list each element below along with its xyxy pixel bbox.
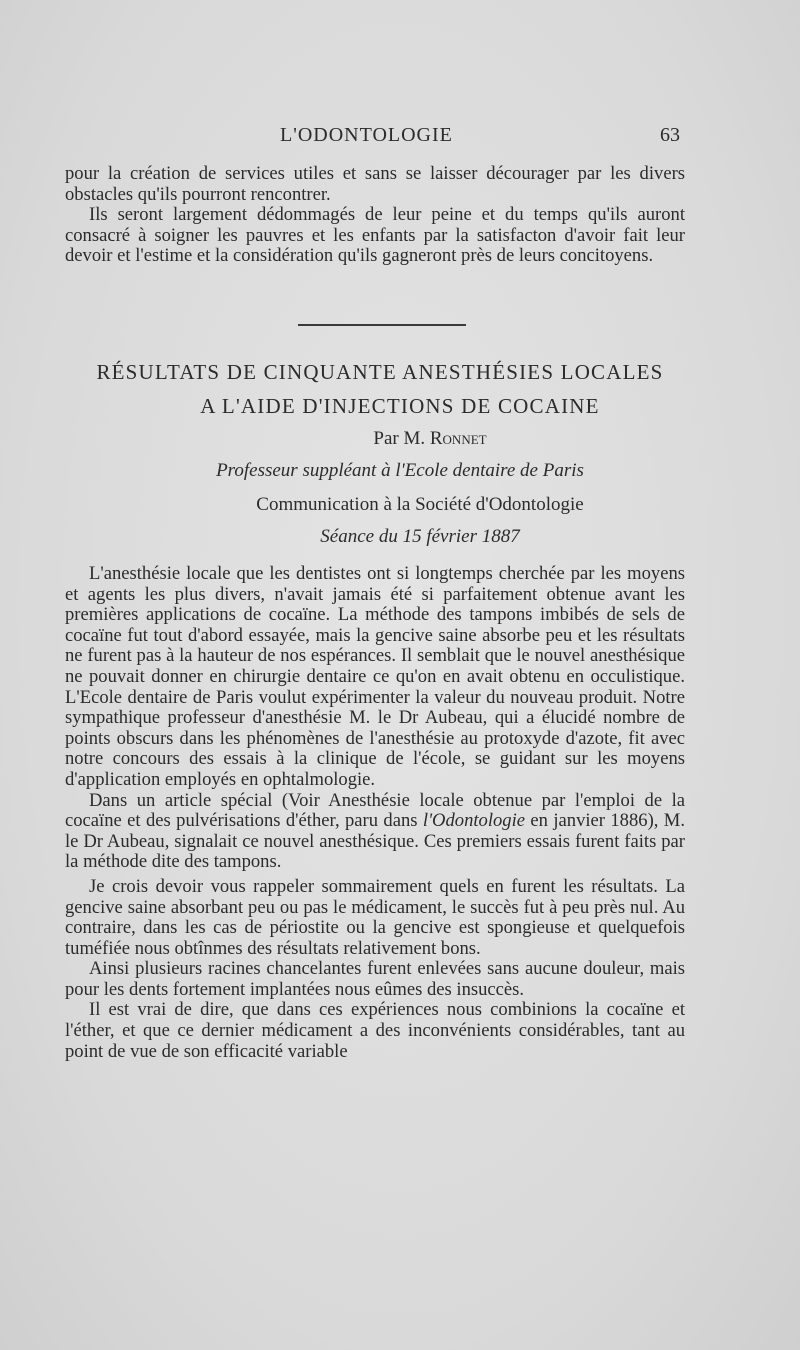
page-number: 63 xyxy=(660,124,680,146)
running-header xyxy=(280,124,680,148)
author-affiliation: Professeur suppléant à l'Ecole dentaire de Paris xyxy=(216,460,584,481)
article-title-line-2: A L'AIDE D'INJECTIONS DE COCAINE xyxy=(200,394,600,418)
intro-paragraph: pour la création de services utiles et sans se laisser décourager par les divers obstacles qu'ils pourront rencontrer. xyxy=(65,163,685,205)
communication-line: Communication à la Société d'Odontologie xyxy=(256,494,584,515)
article-byline xyxy=(30,428,800,450)
body-paragraph xyxy=(65,791,685,873)
intro-paragraph: Ils seront largement dédommagés de leur peine et du temps qu'ils auront consacré à soigner les pauvres et les enfants par la satisfacton d'avoir fait leur devoir et l'estime et la considération qu'ils gagneront près de leurs concitoyens. xyxy=(65,204,685,267)
article-body xyxy=(65,564,685,1062)
intro-text xyxy=(65,164,685,267)
byline-prefix: Par M. xyxy=(373,428,426,449)
body-text: Dans un article spécial (Voir Anesthésie locale obtenue par l'emploi de la cocaïne et des pulvérisations d'éther, paru dans xyxy=(65,789,685,832)
running-title: L'ODONTOLOGIE xyxy=(280,124,453,146)
author-name: Ronnet xyxy=(429,428,487,449)
body-paragraph: Je crois devoir vous rappeler sommairement quels en furent les résultats. La gencive saine absorbant peu ou pas le médicament, le succès fut à peu près nul. Au contraire, dans les cas de périostite ou la gencive est spongieuse et quelquefois tuméfiée nous obtînmes des résultats relativement bons. xyxy=(65,875,685,959)
body-paragraph: Il est vrai de dire, que dans ces expériences nous combinions la cocaïne et l'éther, et que ce dernier médicament a des inconvénients considérables, tant au point de vue de son efficacité variable xyxy=(65,999,685,1062)
body-text: en janvier 1886), M. le Dr Aubeau, signalait ce nouvel anesthésique. Ces premiers essais furent faits par la méthode dite des tampons. xyxy=(65,810,685,873)
body-paragraph: L'anesthésie locale que les dentistes ont si longtemps cherchée par les moyens et agents les plus divers, n'avait jamais été si parfaitement obtenue avant les premières applications de cocaïne. La méthode des tampons imbibés de sels de cocaïne fut tout d'abord essayée, mais la gencive saine absorbe peu et les résultats ne furent pas à la hauteur de nos espérances. Il semblait que le nouvel anesthésique ne pouvait donner en chirurgie dentaire ce qu'on en avait obtenu en occulistique. L'Ecole dentaire de Paris voulut expérimenter la valeur du nouveau produit. Notre sympathique professeur d'anesthésie M. le Dr Aubeau, qui a élucidé nombre de points obscurs dans les phénomènes de l'anesthésie au protoxyde d'azote, fit avec notre concours des essais à la clinique de l'école, se guidant sur les moyens d'application employés en ophtalmologie. xyxy=(65,563,685,790)
journal-title: l'Odontologie xyxy=(422,810,526,832)
session-date: Séance du 15 février 1887 xyxy=(320,526,520,547)
body-paragraph: Ainsi plusieurs racines chancelantes furent enlevées sans aucune douleur, mais pour les dents fortement implantées nous eûmes des insuccès. xyxy=(65,958,685,1000)
article-title-line-1: RÉSULTATS DE CINQUANTE ANESTHÉSIES LOCALES xyxy=(96,360,664,384)
section-divider xyxy=(298,324,466,326)
